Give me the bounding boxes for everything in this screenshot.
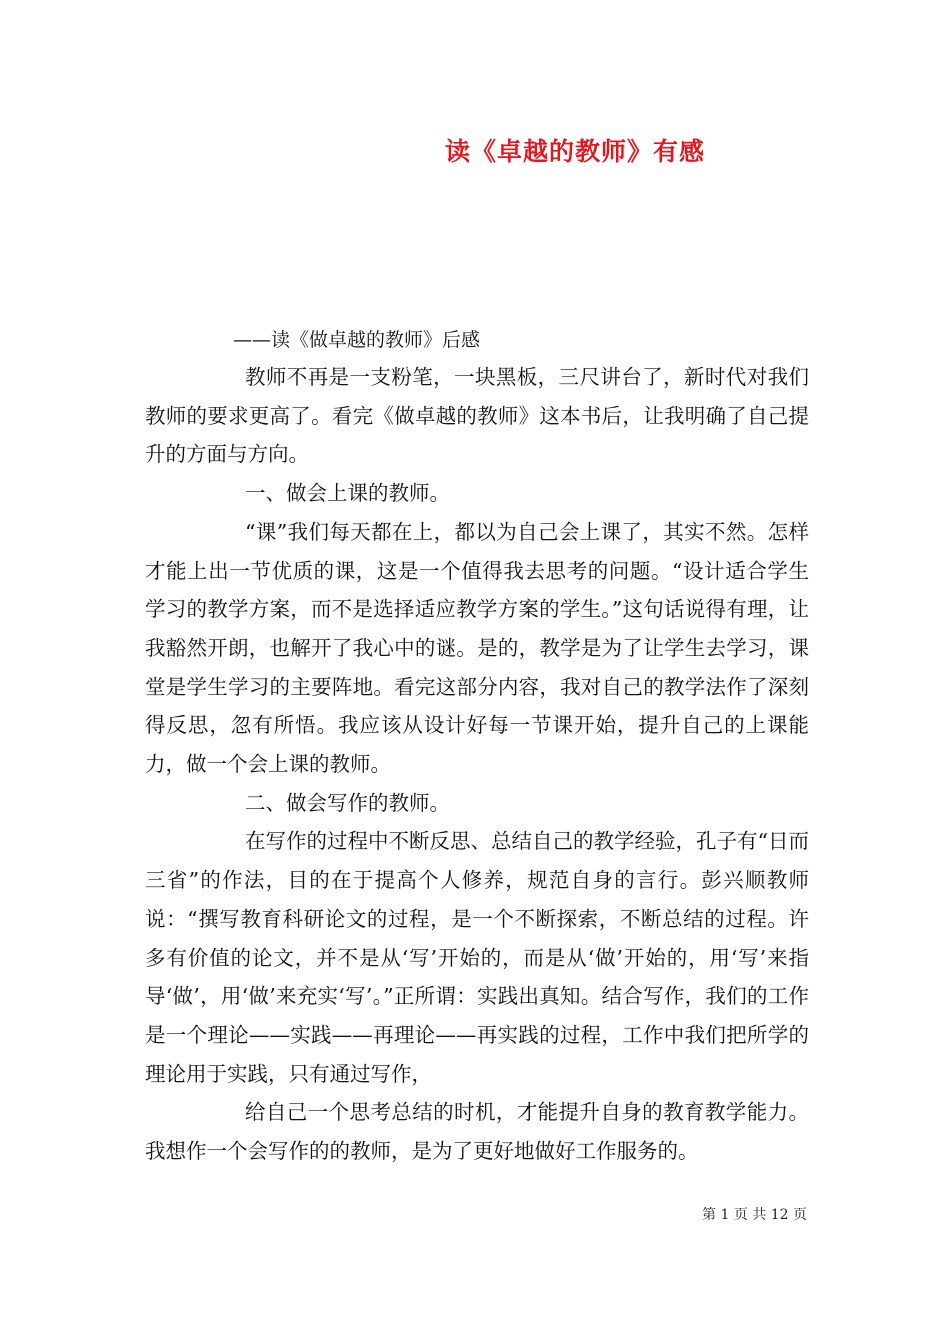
page-number: 第 1 页 共 12 页: [702, 1207, 807, 1223]
paragraph-writing: 在写作的过程中不断反思、总结自己的教学经验，孔子有“日而三省”的作法，目的在于提高个人修养，规范自身的言行。彭兴顺教师说：“撰写教育科研论文的过程，是一个不断探索，不断总结的过程。许多有价值的论文，并不是从‘写’开始的，而是从‘做’开始的，用‘写’来指导‘做’，用‘做’来充实‘写’。”正所谓：实践出真知。结合写作，我们的工作是一个理论——实践——再理论——再实践的过程，工作中我们把所学的理论用于实践，只有通过写作，: [145, 829, 809, 1086]
paragraph-intro: 教师不再是一支粉笔，一块黑板，三尺讲台了，新时代对我们教师的要求更高了。看完《做卓越的教师》这本书后，让我明确了自己提升的方面与方向。: [145, 365, 809, 467]
paragraph-teaching: “课”我们每天都在上，都以为自己会上课了，其实不然。怎样才能上出一节优质的课，这是一个值得我去思考的问题。“设计适合学生学习的教学方案，而不是选择适应教学方案的学生。”这句话说得有理，让我豁然开朗，也解开了我心中的谜。是的，教学是为了让学生去学习，课堂是学生学习的主要阵地。看完这部分内容，我对自己的教学法作了深刻得反思，忽有所悟。我应该从设计好每一节课开始，提升自己的上课能力，做一个会上课的教师。: [145, 519, 809, 777]
page-title: 读《卓越的教师》有感: [444, 137, 705, 166]
paragraph-conclusion: 给自己一个思考总结的时机，才能提升自身的教育教学能力。我想作一个会写作的的教师，是为了更好地做好工作服务的。: [145, 1100, 809, 1164]
subtitle: ——读《做卓越的教师》后感: [233, 329, 481, 351]
body-text: [145, 358, 809, 1171]
section-heading-writing: 二、做会写作的教师。: [245, 790, 450, 815]
section-heading-teaching: 一、做会上课的教师。: [245, 481, 450, 506]
